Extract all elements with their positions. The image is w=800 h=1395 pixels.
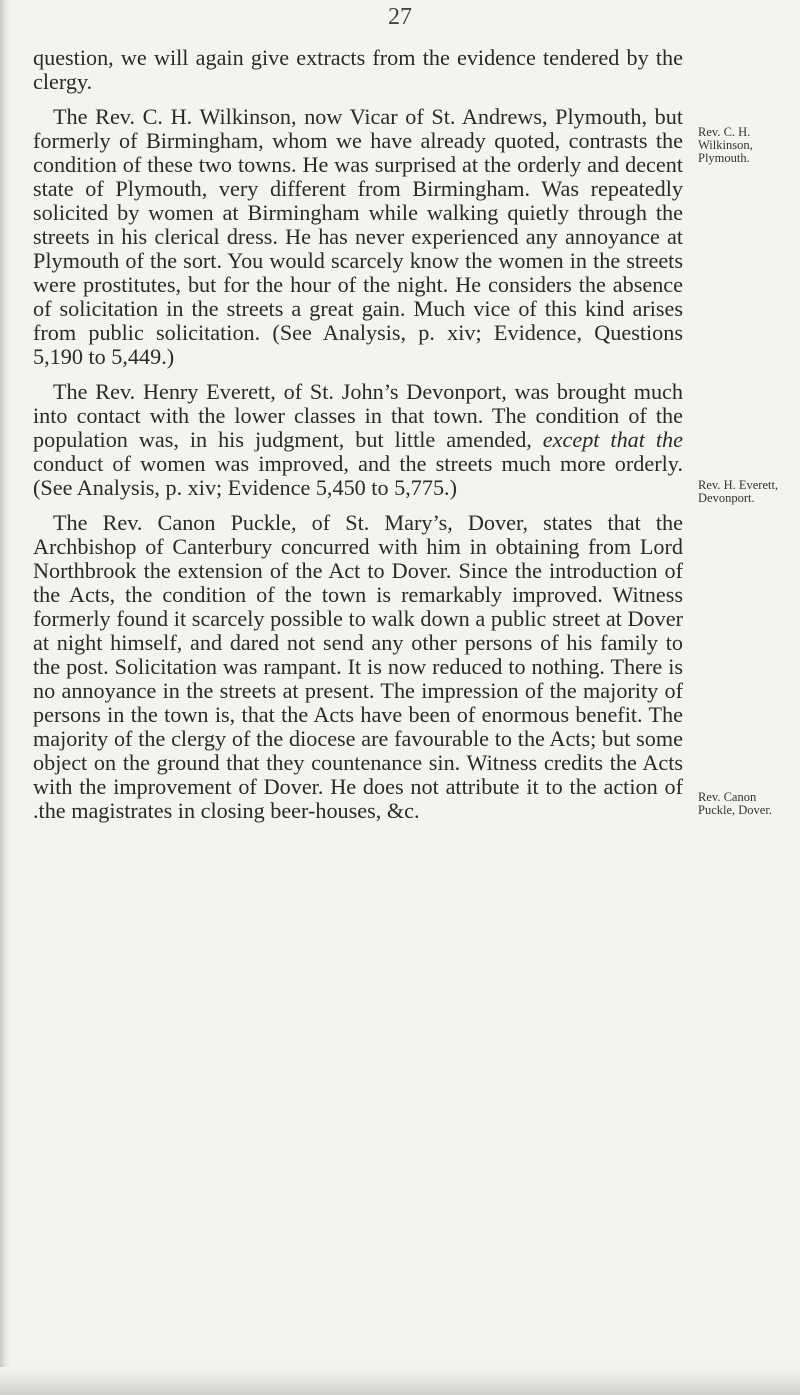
paragraph-puckle: The Rev. Canon Puckle, of St. Mary’s, Dover, states that the Archbishop of Canterbury concurred with him in obtaining from Lord Northbrook the extension of the Act to Dover. Since the introduction of the Acts, the condition of the town is remarkably improved. Witness formerly found it scarcely possible to walk down a public street at Dover at night himself, and dared not send any other persons of his family to the post. Solicitation was rampant. It is now reduced to nothing. There is no annoyance in the streets at present. The impression of the majority of persons in the town is, that the Acts have been of enormous benefit. The majority of the clergy of the diocese are favourable to the Acts; but some object on the ground that they countenance sin. Witness credits the Acts with the improvement of Dover. He does not attribute it to the action of .the magistrates in closing beer-houses, &c. (33, 510, 683, 823)
margin-note-line: Plymouth. (698, 151, 750, 165)
margin-note-line: Rev. C. H. (698, 125, 751, 139)
margin-note-line: Rev. H. Everett, (698, 478, 779, 492)
paragraph-wilkinson: The Rev. C. H. Wilkinson, now Vicar of St. Andrews, Plymouth, but formerly of Birmingham, whom we have already quoted, contrasts the condition of these two towns. He was surprised at the orderly and decent state of Plymouth, very different from Birmingham. Was repeatedly solicited by women at Birmingham while walking quietly through the streets in his clerical dress. He has never experienced any annoyance at Plymouth of the sort. You would scarcely know the women in the streets were prostitutes, but for the hour of the night. He considers the absence of solicitation in the streets a great gain. Much vice of this kind arises from public solicitation. (See Analysis, p. xiv; Evidence, Questions 5,190 to 5,449.) (33, 104, 683, 369)
margin-note-wilkinson (698, 126, 798, 165)
page-number: 27 (388, 4, 412, 30)
margin-note-line: Rev. Canon (698, 790, 757, 804)
page-edge-shadow (0, 0, 10, 1395)
margin-note-line: Devonport. (698, 491, 755, 505)
body-text (33, 46, 683, 823)
margin-note-puckle (698, 791, 798, 817)
paragraph-everett-text-after: conduct of women was improved, and the streets much more orderly. (See Analysis, p. xiv; Evidence 5,450 to 5,775.) (33, 451, 683, 500)
paragraph-everett-emphasis: except that the (542, 427, 683, 452)
margin-note-everett (698, 479, 798, 505)
margin-note-line: Puckle, Dover. (698, 803, 772, 817)
paragraph-everett-text-before: The Rev. Henry Everett, of St. John’s Devonport, was brought much into contact with the lower classes in that town. The condition of the population was, in his judgment, but little amended, (33, 379, 683, 452)
margin-note-line: Wilkinson, (698, 138, 753, 152)
paragraph-everett (33, 380, 683, 500)
paragraph-continuation: question, we will again give extracts from the evidence tendered by the clergy. (33, 45, 683, 94)
page-bottom-shadow (0, 1367, 800, 1395)
